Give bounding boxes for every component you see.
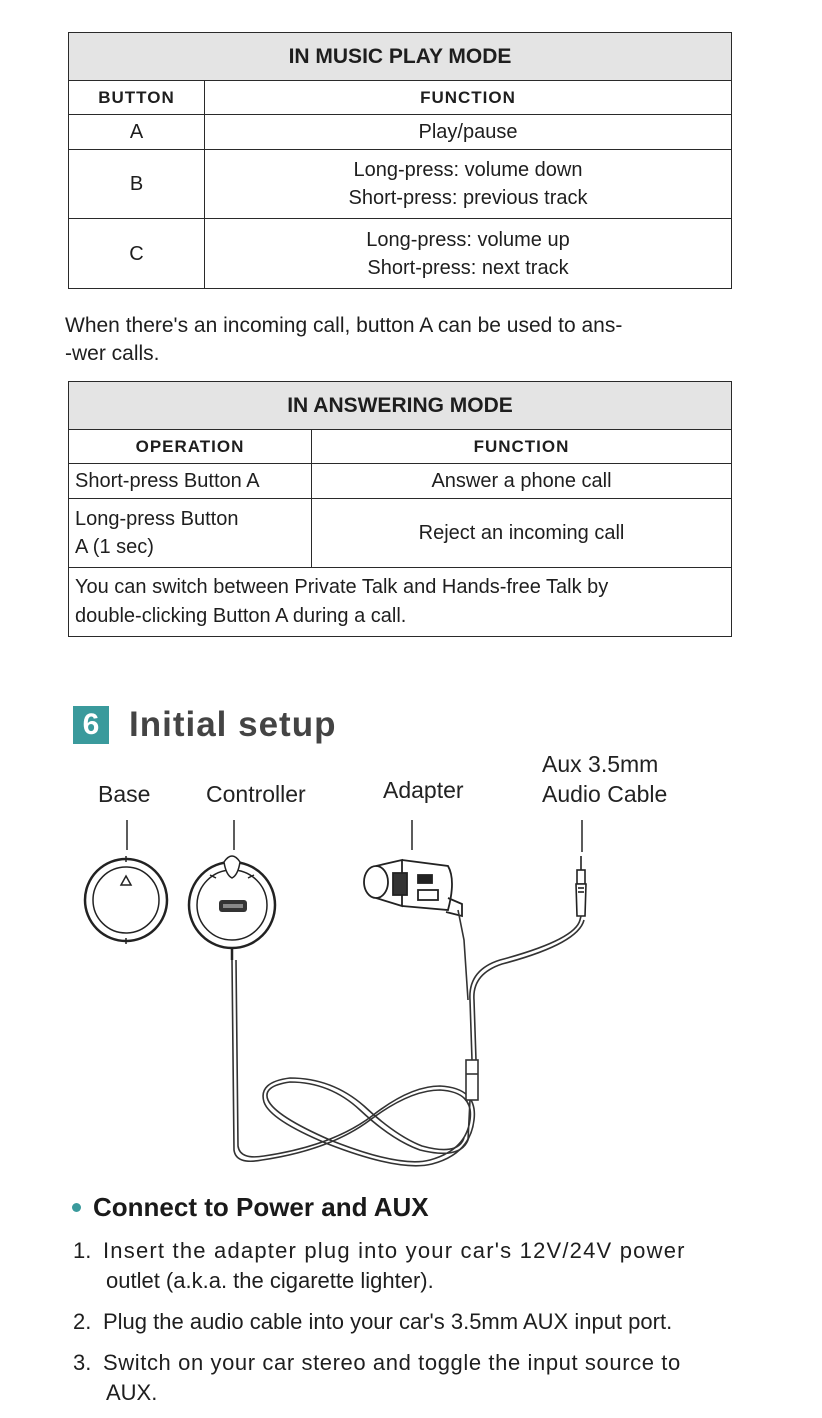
table-row	[69, 499, 732, 568]
table-row	[69, 219, 732, 289]
step-text: AUX.	[106, 1380, 158, 1405]
setup-diagram	[0, 820, 822, 1170]
music-mode-table	[68, 32, 732, 289]
note-line: You can switch between Private Talk and Hands-free Talk by	[75, 576, 609, 598]
button-cell: C	[69, 219, 205, 289]
function-cell	[205, 115, 732, 150]
label-adapter: Adapter	[383, 777, 464, 803]
function-line: Short-press: previous track	[348, 187, 588, 209]
aux-label-line: Aux 3.5mm	[542, 751, 659, 777]
function-cell	[205, 150, 732, 219]
answer-table-title: IN ANSWERING MODE	[69, 382, 732, 430]
step-number: 2.	[73, 1309, 92, 1334]
section-title: Initial setup	[129, 705, 337, 744]
section-number-badge: 6	[73, 706, 109, 744]
button-cell: A	[69, 115, 205, 150]
table-row	[69, 464, 732, 499]
aux-label-line: Audio Cable	[542, 781, 668, 807]
music-table-title: IN MUSIC PLAY MODE	[69, 33, 732, 81]
note-line: double-clicking Button A during a call.	[75, 605, 407, 627]
operation-cell: Short-press Button A	[69, 464, 312, 499]
table-note-row	[69, 568, 732, 637]
note-line: When there's an incoming call, button A can be used to ans-	[65, 314, 623, 337]
operation-cell	[69, 499, 312, 568]
table-note	[69, 568, 732, 637]
col-function-header: FUNCTION	[205, 81, 732, 115]
section-heading	[73, 704, 336, 746]
col-operation-header: OPERATION	[69, 430, 312, 464]
function-line: Short-press: next track	[367, 256, 569, 279]
note-line: -wer calls.	[65, 342, 160, 365]
function-cell: Reject an incoming call	[312, 499, 732, 568]
function-line: Long-press: volume up	[366, 228, 570, 251]
button-cell: B	[69, 150, 205, 219]
aux-cable-icon	[576, 856, 586, 916]
step-item	[73, 1236, 778, 1296]
function-line: Long-press: volume down	[353, 159, 583, 181]
function-cell	[205, 219, 732, 289]
bullet-icon	[72, 1203, 81, 1212]
step-number: 1.	[73, 1238, 92, 1263]
step-text: Insert the adapter plug into your car's 12V/24V power	[103, 1238, 686, 1263]
controller-disc-icon	[189, 856, 275, 960]
table-row	[69, 150, 732, 219]
incoming-call-note	[65, 312, 765, 368]
step-text: outlet (a.k.a. the cigarette lighter).	[106, 1268, 434, 1293]
step-text: Switch on your car stereo and toggle the input source to	[103, 1350, 681, 1375]
step-text: Plug the audio cable into your car's 3.5mm AUX input port.	[103, 1309, 673, 1334]
step-item	[73, 1348, 778, 1408]
col-button-header: BUTTON	[69, 81, 205, 115]
subsection-title: Connect to Power and AUX	[93, 1192, 429, 1222]
table-row	[69, 115, 732, 150]
function-line: Play/pause	[418, 121, 518, 143]
operation-line: A (1 sec)	[75, 536, 154, 558]
base-disc-icon	[85, 856, 167, 944]
label-aux-cable	[542, 749, 667, 809]
step-number: 3.	[73, 1350, 92, 1375]
label-base: Base	[98, 781, 151, 807]
subsection-heading	[72, 1192, 429, 1223]
step-item	[73, 1307, 778, 1337]
label-controller: Controller	[206, 781, 306, 807]
cable-lines	[232, 910, 584, 1166]
operation-line: Long-press Button	[75, 508, 239, 530]
answering-mode-table	[68, 381, 732, 637]
adapter-plug-icon	[364, 860, 462, 916]
col-function-header: FUNCTION	[312, 430, 732, 464]
function-cell: Answer a phone call	[312, 464, 732, 499]
